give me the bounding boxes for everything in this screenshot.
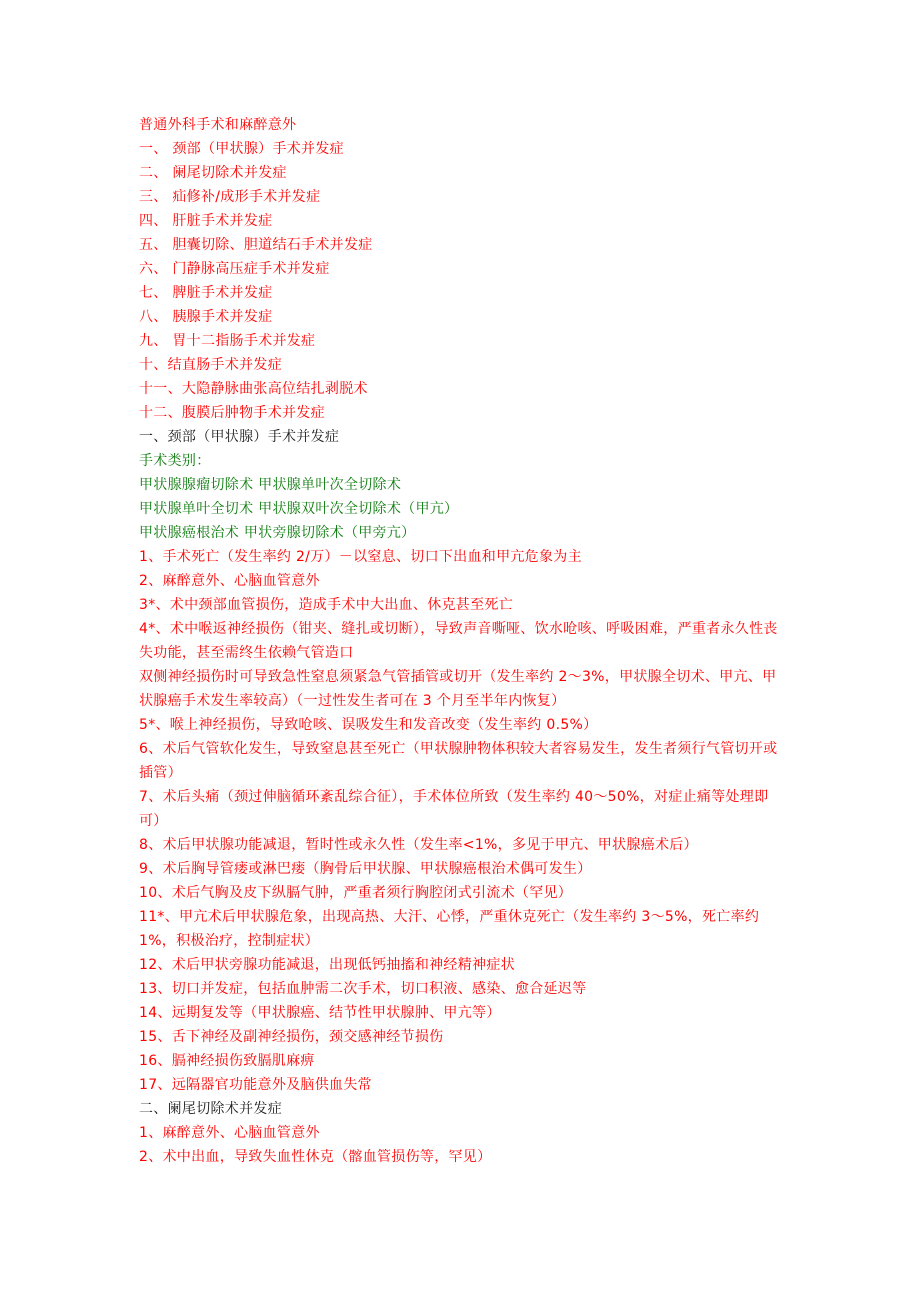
section-heading-thyroid: 一、颈部（甲状腺）手术并发症	[139, 429, 340, 445]
complication-item: 15、舌下神经及副神经损伤，颈交感神经节损伤	[139, 1029, 444, 1045]
toc-item-4: 四、 肝脏手术并发症	[139, 213, 273, 229]
document-body	[139, 113, 789, 1169]
toc-item-11: 十一、大隐静脉曲张高位结扎剥脱术	[139, 381, 368, 397]
complication-item: 8、术后甲状腺功能减退，暂时性或永久性（发生率<1%，多见于甲亢、甲状腺癌术后）	[139, 837, 698, 853]
toc-item-8: 八、 胰腺手术并发症	[139, 309, 273, 325]
section-heading-appendectomy: 二、阑尾切除术并发症	[139, 1101, 282, 1117]
toc-item-6: 六、 门静脉高压症手术并发症	[139, 261, 330, 277]
surgery-category-line: 甲状腺癌根治术 甲状旁腺切除术（甲旁亢）	[139, 525, 416, 541]
complication-item: 9、术后胸导管瘘或淋巴瘘（胸骨后甲状腺、甲状腺癌根治术偶可发生）	[139, 861, 592, 877]
toc-item-3: 三、 疝修补/成形手术并发症	[139, 189, 321, 205]
complication-item: 13、切口并发症，包括血肿需二次手术，切口积液、感染、愈合延迟等	[139, 981, 587, 997]
toc-item-9: 九、 胃十二指肠手术并发症	[139, 333, 316, 349]
complication-item: 14、远期复发等（甲状腺癌、结节性甲状腺肿、甲亢等）	[139, 1005, 501, 1021]
complication-note: 双侧神经损伤时可导致急性窒息须紧急气管插管或切开（发生率约 2～3%，甲状腺全切术、甲亢、甲状腺癌手术发生率较高）（一过性发生者可在 3 个月至半年内恢复）	[139, 669, 777, 709]
complication-item: 2、麻醉意外、心脑血管意外	[139, 573, 320, 589]
complication-item: 16、膈神经损伤致膈肌麻痹	[139, 1053, 315, 1069]
toc-item-2: 二、 阑尾切除术并发症	[139, 165, 287, 181]
complication-item: 7、术后头痛（颈过伸脑循环紊乱综合征），手术体位所致（发生率约 40～50%，对症止痛等处理即可）	[139, 789, 769, 829]
surgery-category-line: 甲状腺单叶全切术 甲状腺双叶次全切除术（甲亢）	[139, 501, 459, 517]
complication-item: 1、手术死亡（发生率约 2/万）－以窒息、切口下出血和甲亢危象为主	[139, 549, 582, 565]
document-title: 普通外科手术和麻醉意外	[139, 117, 297, 133]
toc-item-1: 一、 颈部（甲状腺）手术并发症	[139, 141, 344, 157]
complication-item: 17、远隔器官功能意外及脑供血失常	[139, 1077, 372, 1093]
complication-item: 12、术后甲状旁腺功能减退，出现低钙抽搐和神经精神症状	[139, 957, 515, 973]
complication-item: 4*、术中喉返神经损伤（钳夹、缝扎或切断），导致声音嘶哑、饮水呛咳、呼吸困难，严重者永久性丧失功能，甚至需终生依赖气管造口	[139, 621, 778, 661]
complication-item: 1、麻醉意外、心脑血管意外	[139, 1125, 320, 1141]
complication-item: 6、术后气管软化发生，导致窒息甚至死亡（甲状腺肿物体积较大者容易发生，发生者须行气管切开或插管）	[139, 741, 778, 781]
complication-item: 11*、甲亢术后甲状腺危象，出现高热、大汗、心悸，严重休克死亡（发生率约 3～5%，死亡率约 1%，积极治疗，控制症状）	[139, 909, 760, 949]
surgery-category-label: 手术类别：	[139, 453, 211, 469]
complication-item: 10、术后气胸及皮下纵膈气肿，严重者须行胸腔闭式引流术（罕见）	[139, 885, 573, 901]
surgery-category-line: 甲状腺腺瘤切除术 甲状腺单叶次全切除术	[139, 477, 402, 493]
toc-item-12: 十二、腹膜后肿物手术并发症	[139, 405, 325, 421]
toc-item-7: 七、 脾脏手术并发症	[139, 285, 273, 301]
toc-item-10: 十、结直肠手术并发症	[139, 357, 282, 373]
complication-item: 5*、喉上神经损伤，导致呛咳、误吸发生和发音改变（发生率约 0.5%）	[139, 717, 598, 733]
toc-item-5: 五、 胆囊切除、胆道结石手术并发症	[139, 237, 373, 253]
complication-item: 3*、术中颈部血管损伤，造成手术中大出血、休克甚至死亡	[139, 597, 514, 613]
complication-item: 2、术中出血，导致失血性休克（髂血管损伤等，罕见）	[139, 1149, 492, 1165]
